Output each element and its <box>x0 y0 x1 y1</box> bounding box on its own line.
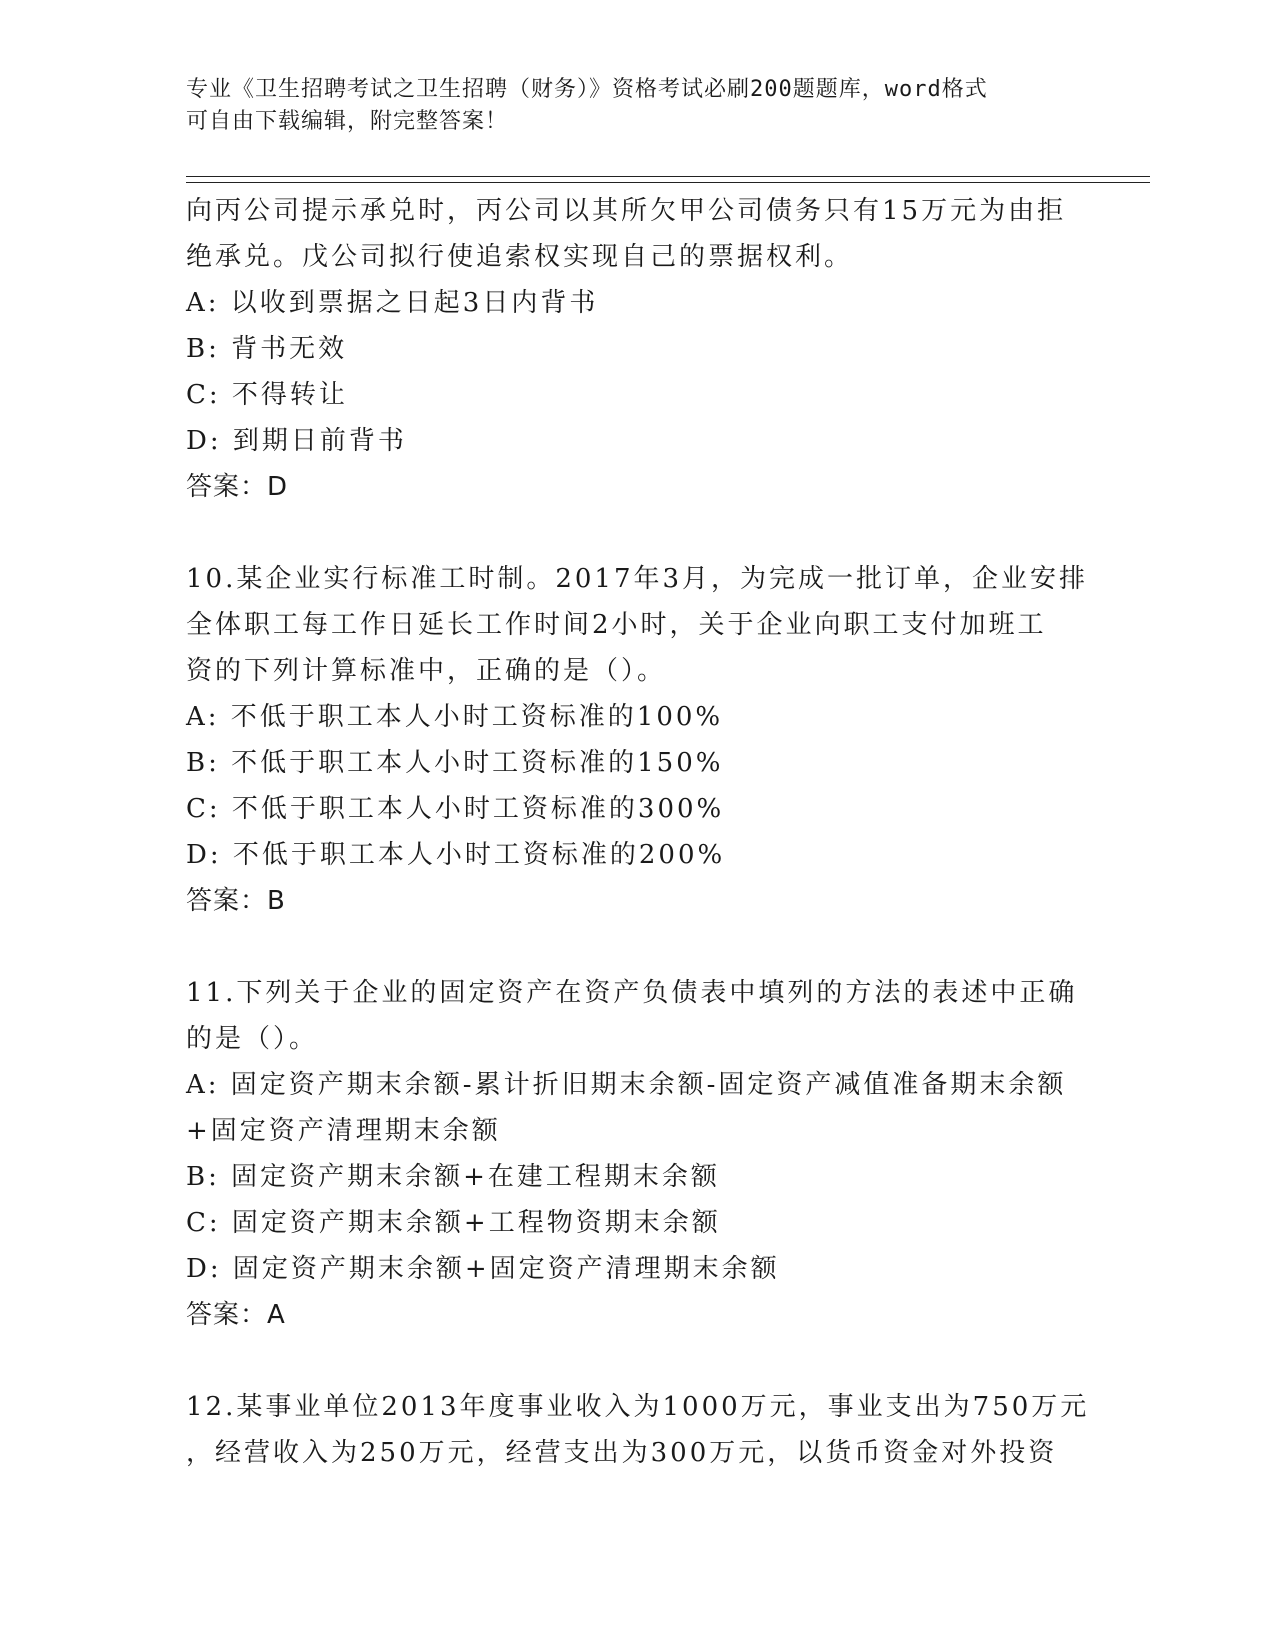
question-text: 向丙公司提示承兑时，丙公司以其所欠甲公司债务只有15万元为由拒 <box>186 196 1067 226</box>
question-text: 11.下列关于企业的固定资产在资产负债表中填列的方法的表述中正确 <box>186 978 1078 1008</box>
header-rule-bottom <box>186 182 1150 183</box>
option-d: D: 不低于职工本人小时工资标准的200% <box>186 840 726 870</box>
answer: 答案：A <box>186 1300 286 1330</box>
question-9 <box>186 188 1086 510</box>
option-c: C: 不低于职工本人小时工资标准的300% <box>186 794 725 824</box>
question-11 <box>186 970 1086 1338</box>
header-line-2: 可自由下载编辑，附完整答案！ <box>186 109 509 134</box>
question-10 <box>186 556 1089 924</box>
question-text: 12.某事业单位2013年度事业收入为1000万元，事业支出为750万元 <box>186 1392 1090 1422</box>
option-d: D: 固定资产期末余额+固定资产清理期末余额 <box>186 1254 780 1284</box>
option-d: D: 到期日前背书 <box>186 426 407 456</box>
document-body <box>186 188 1090 1476</box>
answer: 答案：D <box>186 472 289 502</box>
question-text: 资的下列计算标准中，正确的是（）。 <box>186 656 667 686</box>
question-text: 绝承兑。戊公司拟行使追索权实现自己的票据权利。 <box>186 242 854 272</box>
question-text: 全体职工每工作日延长工作时间2小时，关于企业向职工支付加班工 <box>186 610 1047 640</box>
header-line-1: 专业《卫生招聘考试之卫生招聘（财务）》资格考试必刷200题题库，word格式 <box>186 77 988 102</box>
question-text: ，经营收入为250万元，经营支出为300万元，以货币资金对外投资 <box>186 1438 1058 1468</box>
document-header <box>186 74 1086 138</box>
question-text: 的是（）。 <box>186 1024 319 1054</box>
option-b: B: 不低于职工本人小时工资标准的150% <box>186 748 724 778</box>
option-a: A: 不低于职工本人小时工资标准的100% <box>186 702 724 732</box>
option-b: B: 固定资产期末余额+在建工程期末余额 <box>186 1162 720 1192</box>
option-c: C: 固定资产期末余额+工程物资期末余额 <box>186 1208 721 1238</box>
option-c: C: 不得转让 <box>186 380 348 410</box>
header-rule-top <box>186 176 1150 177</box>
answer: 答案：B <box>186 886 286 916</box>
option-a-continued: +固定资产清理期末余额 <box>186 1116 501 1146</box>
option-a: A: 以收到票据之日起3日内背书 <box>186 288 599 318</box>
question-text: 10.某企业实行标准工时制。2017年3月，为完成一批订单，企业安排 <box>186 564 1089 594</box>
question-12 <box>186 1384 1090 1476</box>
option-b: B: 背书无效 <box>186 334 348 364</box>
option-a: A: 固定资产期末余额-累计折旧期末余额-固定资产减值准备期末余额 <box>186 1070 1067 1100</box>
